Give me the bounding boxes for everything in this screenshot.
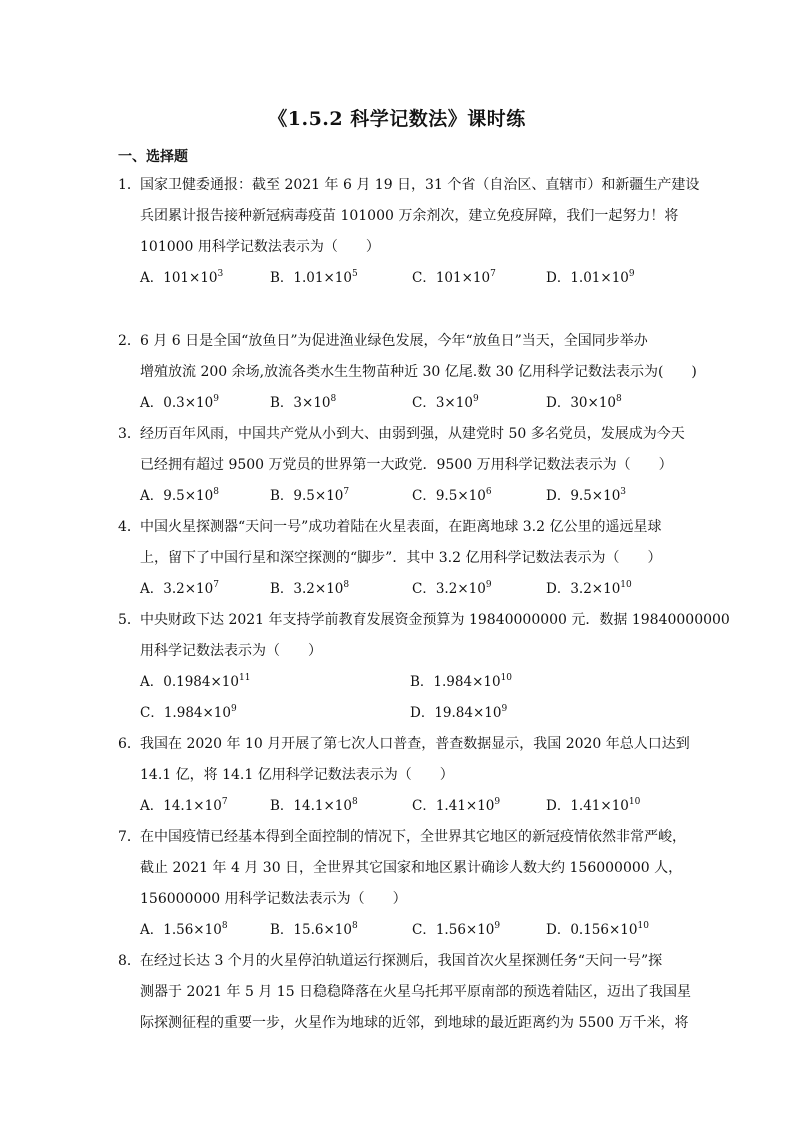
option-exponent: 11 xyxy=(238,673,251,683)
question-4-line xyxy=(140,548,700,568)
option-b[interactable] xyxy=(270,920,358,940)
option-a[interactable] xyxy=(140,393,219,413)
option-c[interactable] xyxy=(412,579,492,599)
option-label: B． xyxy=(270,798,294,814)
question-text: 14.1 亿，将 14.1 亿用科学记数法表示为（ ） xyxy=(140,767,454,783)
option-mantissa: 0.3×10 xyxy=(163,395,214,411)
question-text: 测器于 2021 年 5 月 15 日稳稳降落在火星乌托邦平原南部的预选着陆区，迈出了我国星 xyxy=(140,984,692,1000)
option-label: B． xyxy=(270,395,294,411)
option-mantissa: 9.5×10 xyxy=(435,488,486,504)
option-label: A． xyxy=(140,581,164,597)
option-exponent: 7 xyxy=(490,269,496,279)
option-label: C． xyxy=(412,922,436,938)
option-a[interactable] xyxy=(140,920,228,940)
option-mantissa: 1.41×10 xyxy=(570,798,629,814)
option-mantissa: 9.5×10 xyxy=(293,488,344,504)
option-d[interactable] xyxy=(546,486,626,506)
option-exponent: 8 xyxy=(351,797,358,807)
option-mantissa: 30×10 xyxy=(570,395,616,411)
option-label: B． xyxy=(410,674,434,690)
option-label: A． xyxy=(140,798,164,814)
question-3-line xyxy=(140,455,700,475)
question-text: 6 月 6 日是全国“放鱼日”为促进渔业绿色发展，今年“放鱼日”当天，全国同步举办 xyxy=(140,333,648,349)
option-exponent: 9 xyxy=(494,797,501,807)
option-mantissa: 101×10 xyxy=(163,270,218,286)
option-label: B． xyxy=(270,270,294,286)
option-label: A． xyxy=(140,395,164,411)
option-a[interactable] xyxy=(140,268,223,288)
option-exponent: 9 xyxy=(485,580,492,590)
option-label: D． xyxy=(546,488,571,504)
question-text: 156000000 用科学记数法表示为（ ） xyxy=(140,891,407,907)
question-4-line xyxy=(118,517,700,537)
question-number: 7． xyxy=(118,829,141,845)
option-exponent: 9 xyxy=(472,394,479,404)
option-label: C． xyxy=(412,395,436,411)
option-exponent: 3 xyxy=(620,487,627,497)
question-number: 6． xyxy=(118,736,141,752)
question-text: 我国在 2020 年 10 月开展了第七次人口普查，普查数据显示，我国 2020 年总人口达到 xyxy=(140,736,690,752)
option-mantissa: 0.156×10 xyxy=(570,922,638,938)
option-label: C． xyxy=(412,581,436,597)
option-exponent: 10 xyxy=(500,673,513,683)
question-text: 用科学记数法表示为（ ） xyxy=(140,643,322,659)
option-exponent: 7 xyxy=(213,580,219,590)
question-number: 3． xyxy=(118,426,141,442)
question-2-line xyxy=(140,362,700,382)
question-text: 截止 2021 年 4 月 30 日，全世界其它国家和地区累计确诊人数大约 156000000 人， xyxy=(140,860,683,876)
question-8-line xyxy=(140,1013,700,1033)
option-mantissa: 1.01×10 xyxy=(570,270,629,286)
question-text: 国家卫健委通报：截至 2021 年 6 月 19 日，31 个省（自治区、直辖市）和新疆生产建设 xyxy=(140,177,700,193)
question-text: 经历百年风雨，中国共产党从小到大、由弱到强，从建党时 50 多名党员，发展成为今天 xyxy=(140,426,685,442)
option-mantissa: 3.2×10 xyxy=(293,581,344,597)
option-mantissa: 1.41×10 xyxy=(435,798,495,814)
question-1-line xyxy=(140,206,700,226)
option-mantissa: 1.984×10 xyxy=(163,705,231,721)
question-text: 中国火星探测器“天问一号”成功着陆在火星表面，在距离地球 3.2 亿公里的遥远星球 xyxy=(140,519,662,535)
option-b[interactable] xyxy=(410,672,512,692)
option-d[interactable] xyxy=(546,268,635,288)
option-mantissa: 1.01×10 xyxy=(293,270,352,286)
option-mantissa: 1.56×10 xyxy=(435,922,495,938)
option-label: A． xyxy=(140,270,164,286)
question-1-line xyxy=(118,175,700,195)
option-mantissa: 14.1×10 xyxy=(163,798,222,814)
question-2-line xyxy=(118,331,700,351)
option-mantissa: 1.56×10 xyxy=(163,922,222,938)
question-number: 4． xyxy=(118,519,141,535)
option-label: D． xyxy=(546,581,571,597)
option-c[interactable] xyxy=(412,796,500,816)
option-b[interactable] xyxy=(270,268,358,288)
question-text: 101000 用科学记数法表示为（ ） xyxy=(140,239,380,255)
option-label: C． xyxy=(140,705,164,721)
question-number: 8． xyxy=(118,953,141,969)
option-label: D． xyxy=(546,798,571,814)
option-exponent: 8 xyxy=(213,487,219,497)
question-text: 在经过长达 3 个月的火星停泊轨道运行探测后，我国首次火星探测任务“天问一号”探 xyxy=(140,953,663,969)
option-c[interactable] xyxy=(412,486,492,506)
question-text: 上，留下了中国行星和深空探测的“脚步”．其中 3.2 亿用科学记数法表示为（ ） xyxy=(140,550,662,566)
option-d[interactable] xyxy=(546,796,640,816)
section-heading: 一、选择题 xyxy=(118,149,188,165)
option-d[interactable] xyxy=(546,579,632,599)
option-c[interactable] xyxy=(412,920,500,940)
option-a[interactable] xyxy=(140,672,250,692)
option-label: A． xyxy=(140,488,164,504)
option-mantissa: 14.1×10 xyxy=(293,798,352,814)
option-mantissa: 19.84×10 xyxy=(434,705,502,721)
question-text: 在中国疫情已经基本得到全面控制的情况下，全世界其它地区的新冠疫情依然非常严峻， xyxy=(140,829,686,845)
question-7-line xyxy=(118,827,700,847)
option-exponent: 8 xyxy=(221,921,228,931)
option-label: C． xyxy=(412,798,436,814)
option-c[interactable] xyxy=(412,268,496,288)
option-a[interactable] xyxy=(140,579,219,599)
option-b[interactable] xyxy=(270,393,336,413)
page-title: 《1.5.2 科学记数法》课时练 xyxy=(268,108,526,130)
option-label: D． xyxy=(410,705,435,721)
option-exponent: 10 xyxy=(620,580,632,590)
option-label: A． xyxy=(140,922,164,938)
option-mantissa: 3.2×10 xyxy=(570,581,621,597)
option-label: B． xyxy=(270,488,294,504)
option-mantissa: 101×10 xyxy=(435,270,491,286)
option-exponent: 8 xyxy=(616,394,622,404)
question-5-line xyxy=(118,610,730,630)
option-mantissa: 1.984×10 xyxy=(433,674,501,690)
option-label: B． xyxy=(270,581,294,597)
option-d[interactable] xyxy=(546,393,622,413)
question-text: 中央财政下达 2021 年支持学前教育发展资金预算为 19840000000 元．数据 19840000000 xyxy=(140,612,730,628)
option-b[interactable] xyxy=(270,486,349,506)
option-label: D． xyxy=(546,270,571,286)
option-exponent: 9 xyxy=(494,921,501,931)
question-6-line xyxy=(140,765,700,785)
option-exponent: 6 xyxy=(485,487,492,497)
question-8-line xyxy=(140,982,700,1002)
question-number: 1． xyxy=(118,177,141,193)
option-mantissa: 3×10 xyxy=(435,395,473,411)
question-number: 2． xyxy=(118,333,141,349)
option-b[interactable] xyxy=(270,796,358,816)
option-exponent: 10 xyxy=(628,797,641,807)
option-c[interactable] xyxy=(412,393,479,413)
option-label: A． xyxy=(140,674,164,690)
option-exponent: 8 xyxy=(343,580,350,590)
option-label: B． xyxy=(270,922,294,938)
option-exponent: 9 xyxy=(628,269,635,279)
option-label: C． xyxy=(412,488,436,504)
option-d[interactable] xyxy=(410,703,507,723)
option-d[interactable] xyxy=(546,920,649,940)
question-1-line xyxy=(140,237,700,257)
option-exponent: 9 xyxy=(213,394,219,404)
option-a[interactable] xyxy=(140,486,219,506)
question-6-line xyxy=(118,734,700,754)
question-7-line xyxy=(140,858,700,878)
question-5-line xyxy=(140,641,700,661)
question-text: 际探测征程的重要一步，火星作为地球的近邻，到地球的最近距离约为 5500 万千米，将 xyxy=(140,1015,689,1031)
option-a[interactable] xyxy=(140,796,228,816)
option-exponent: 7 xyxy=(343,487,350,497)
option-exponent: 10 xyxy=(637,921,649,931)
option-mantissa: 9.5×10 xyxy=(570,488,621,504)
option-exponent: 7 xyxy=(221,797,228,807)
question-number: 5． xyxy=(118,612,141,628)
question-3-line xyxy=(118,424,700,444)
option-exponent: 3 xyxy=(217,269,224,279)
question-7-line xyxy=(140,889,700,909)
question-text: 兵团累计报告接种新冠病毒疫苗 101000 万余剂次，建立免疫屏障，我们一起努力！将 xyxy=(140,208,679,224)
option-c[interactable] xyxy=(140,703,237,723)
option-exponent: 9 xyxy=(230,704,237,714)
option-mantissa: 3×10 xyxy=(293,395,331,411)
option-label: D． xyxy=(546,395,571,411)
question-8-line xyxy=(118,951,700,971)
option-mantissa: 15.6×10 xyxy=(293,922,352,938)
option-mantissa: 0.1984×10 xyxy=(163,674,239,690)
option-mantissa: 3.2×10 xyxy=(435,581,486,597)
option-mantissa: 9.5×10 xyxy=(163,488,214,504)
option-exponent: 9 xyxy=(501,704,508,714)
option-label: D． xyxy=(546,922,571,938)
option-exponent: 8 xyxy=(351,921,358,931)
question-text: 增殖放流 200 余场,放流各类水生生物苗种近 30 亿尾.数 30 亿用科学记数法表示为( ) xyxy=(140,364,697,380)
option-exponent: 8 xyxy=(330,394,337,404)
option-exponent: 5 xyxy=(351,269,358,279)
question-text: 已经拥有超过 9500 万党员的世界第一大政党．9500 万用科学记数法表示为（ ） xyxy=(140,457,673,473)
option-b[interactable] xyxy=(270,579,349,599)
option-label: C． xyxy=(412,270,436,286)
option-mantissa: 3.2×10 xyxy=(163,581,214,597)
